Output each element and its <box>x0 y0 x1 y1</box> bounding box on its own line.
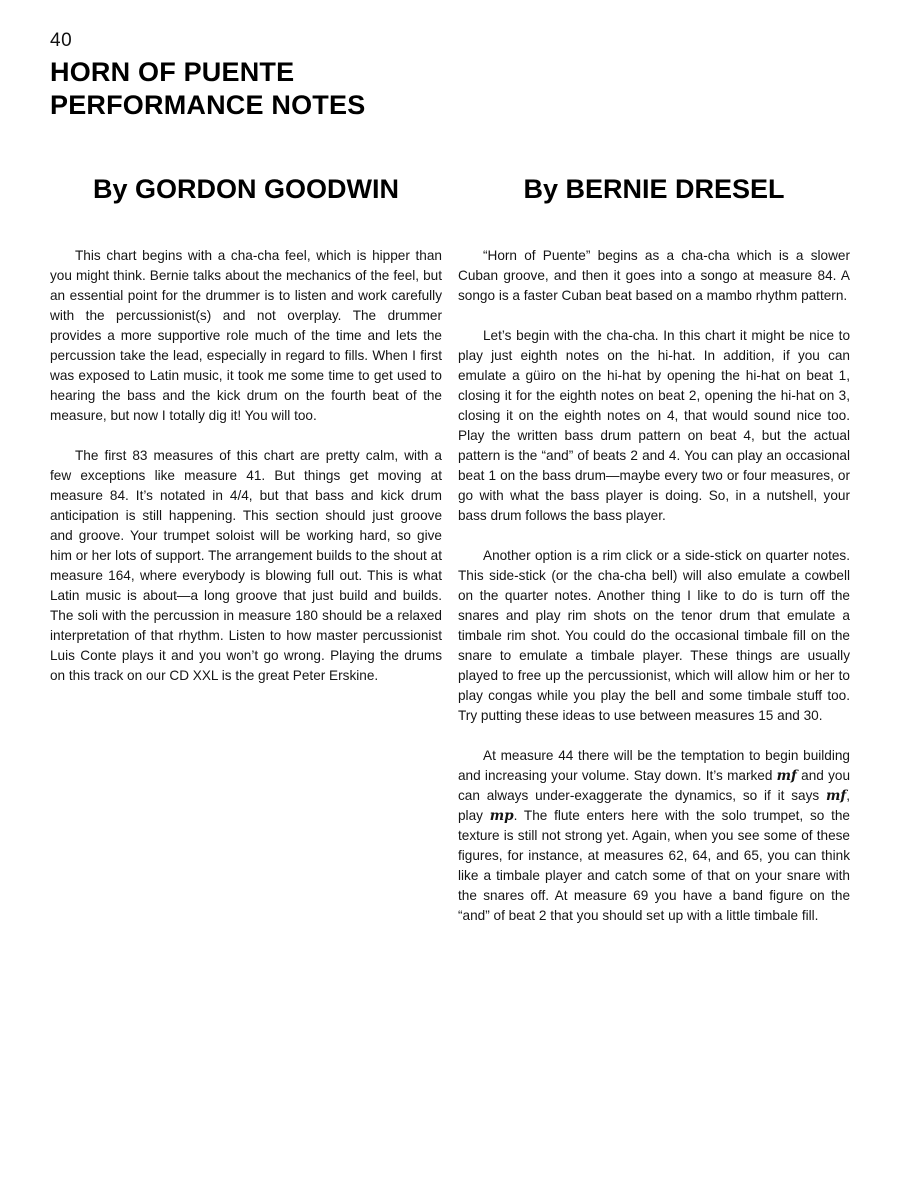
page-title <box>50 56 365 122</box>
right-paragraph-4 <box>458 746 850 926</box>
p4-text-1: At measure 44 there will be the temptation to begin building and increasing your volume. Stay down. It’s marked <box>458 748 850 783</box>
dynamic-marking-mf: mf <box>825 788 847 804</box>
page-title-line-1: HORN OF PUENTE <box>50 57 295 87</box>
right-column <box>458 172 850 946</box>
p4-text-3: , play <box>458 788 850 823</box>
dynamic-marking-mf: mf <box>776 768 797 784</box>
left-column <box>50 172 442 706</box>
left-byline: By GORDON GOODWIN <box>92 174 399 204</box>
page-number: 40 <box>50 30 73 51</box>
right-byline: By BERNIE DRESEL <box>523 174 785 204</box>
left-paragraph-1: This chart begins with a cha-cha feel, which is hipper than you might think. Bernie talks about the mechanics of the feel, but an essential point for the drummer is to listen and work carefully with the percussionist(s) and not overplay. The drummer provides a more supportive role much of the time and lets the percussion take the lead, especially in regard to fills. When I first was exposed to Latin music, it took me some time to get used to hearing the bass and the kick drum on the fourth beat of the measure, but now I totally dig it! You will too. <box>50 248 442 423</box>
dynamic-marking-mp: mp <box>489 808 514 824</box>
left-paragraph-2: The first 83 measures of this chart are pretty calm, with a few exceptions like measure 41. But things get moving at measure 84. It’s notated in 4/4, but that bass and kick drum anticipation is still happening. This section should just groove and groove. Your trumpet soloist will be working hard, so give him or her lots of support. The arrangement builds to the shout at measure 164, where everybody is blowing full out. This is what Latin music is about—a long groove that just build and builds. The soli with the percussion in measure 180 should be a relaxed interpretation of that rhythm. Listen to how master percussionist Luis Conte plays it and you won’t go wrong. Playing the drums on this track on our CD XXL is the great Peter Erskine. <box>50 448 442 683</box>
right-paragraph-1: “Horn of Puente” begins as a cha-cha which is a slower Cuban groove, and then it goes into a songo at measure 84. A songo is a faster Cuban beat based on a mambo rhythm pattern. <box>458 248 850 303</box>
p4-text-4: . The flute enters here with the solo trumpet, so the texture is still not strong yet. Again, when you see some of these figures, for instance, at measures 62, 64, and 65, you can think like a timbale player and catch some of that on your snare with the snares off. At measure 69 you have a band figure on the “and” of beat 2 that you should set up with a little timbale fill. <box>458 808 850 923</box>
p4-text-2: and you can always under-exaggerate the dynamics, so if it says <box>458 768 850 803</box>
page-title-line-2: PERFORMANCE NOTES <box>50 90 366 120</box>
right-paragraph-2: Let’s begin with the cha-cha. In this chart it might be nice to play just eighth notes on the hi-hat. In addition, if you can emulate a güiro on the hi-hat by opening the hi-hat on beat 1, closing it for the eighth notes on beat 2, opening the hi-hat on 3, closing it on the eighth notes on 4, that would sound nice too. Play the written bass drum pattern on beat 4, but the actual pattern is the “and” of beats 2 and 4. You can play an occasional beat 1 on the bass drum—maybe every two or four measures, or go with what the bass player is doing. So, in a nutshell, your bass drum follows the bass player. <box>458 328 850 523</box>
right-paragraph-3: Another option is a rim click or a side-stick on quarter notes. This side-stick (or the cha-cha bell) will also emulate a cowbell on the quarter notes. Another thing I like to do is turn off the snares and play rim shots on the tenor drum that emulate a timbale rim shot. You could do the occasional timbale fill on the snare to emulate a timbale player. These things are usually played to free up the percussionist, which will allow him or her to play congas while you play the bell and some timbale stuff too. Try putting these ideas to use between measures 15 and 30. <box>458 548 850 723</box>
